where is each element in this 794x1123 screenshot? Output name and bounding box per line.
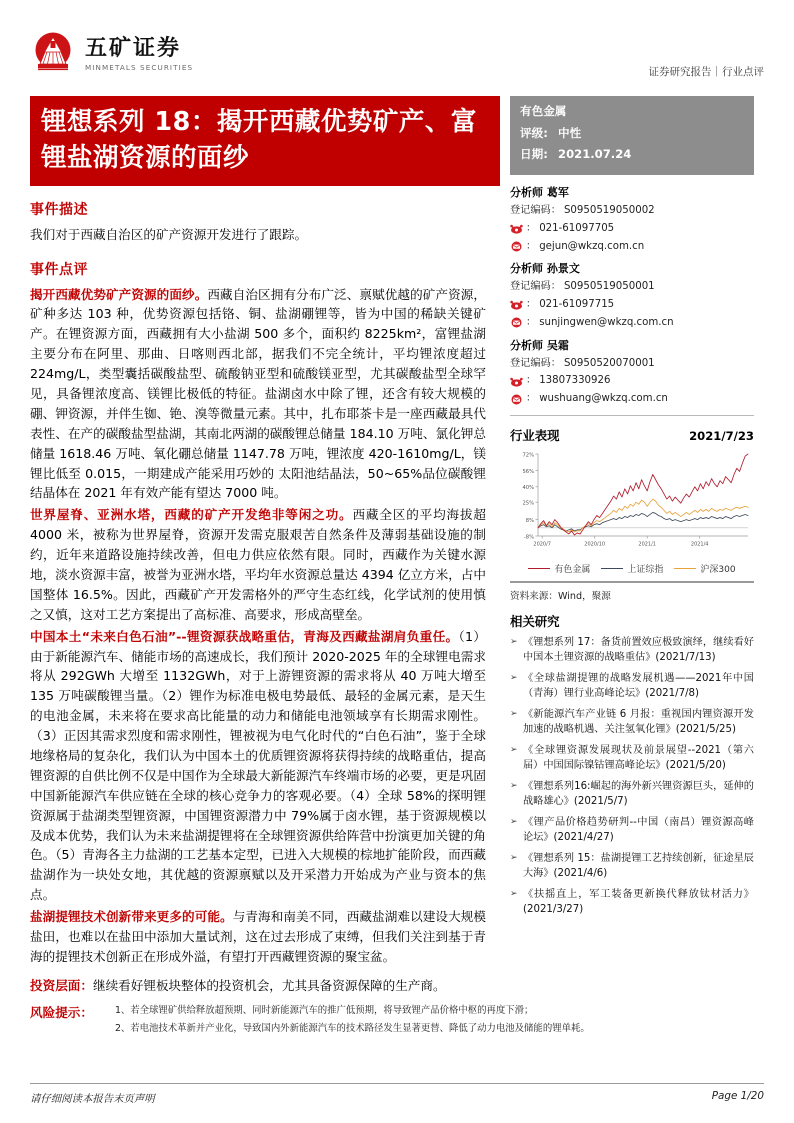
related-research-item[interactable]	[510, 743, 754, 774]
paragraph-2	[30, 505, 486, 624]
analyst-entry	[510, 337, 754, 406]
legend-item	[528, 562, 590, 575]
related-research-text: 《锂产品价格趋势研判--中国（南昌）锂资源高峰论坛》(2021/4/27)	[523, 816, 754, 844]
registration-label: 登记编码：	[510, 205, 561, 216]
risk-row	[30, 1002, 590, 1037]
chevron-right-icon: ➢	[510, 888, 518, 899]
svg-text:56%: 56%	[522, 468, 534, 475]
company-logo	[30, 30, 193, 76]
footer-disclaimer: 请仔细阅读本报告末页声明	[30, 1093, 155, 1105]
phone-separator: ：	[526, 375, 537, 387]
legend-item	[601, 562, 663, 575]
email-icon	[510, 241, 523, 252]
analyst-registration	[510, 204, 754, 218]
event-review-heading: 事件点评	[30, 261, 88, 278]
analyst-email-row	[510, 392, 754, 406]
telephone-icon	[510, 376, 523, 387]
analyst-phone: 13807330926	[539, 375, 611, 387]
phone-separator: ：	[526, 299, 537, 311]
meta-box	[510, 96, 754, 175]
legend-swatch	[601, 568, 623, 569]
analyst-email-row	[510, 316, 754, 330]
rating-value: 中性	[558, 126, 582, 140]
related-research-text: 《锂想系列 15：盐湖提锂工艺持续创新，征途星辰大海》(2021/4/6)	[523, 852, 754, 880]
related-research-item[interactable]	[510, 635, 754, 666]
industry-performance-header	[510, 426, 754, 444]
paragraph-4-text: 与青海和南美不同，西藏盐湖难以建设大规模盐田，也难以在盐田中添加大量试剂，这在过去形成了束缚，但我们关注到基于青海的提锂技术创新正在形成外溢，有望打开西藏锂资源的聚宝盆。	[30, 909, 487, 964]
svg-text:-8%: -8%	[523, 534, 534, 541]
investment-text: 继续看好锂板块整体的投资机会，尤其具备资源保障的生产商。	[92, 977, 446, 993]
related-research-text: 《扶摇直上，军工装备更新换代释放钛材活力》(2021/3/27)	[523, 888, 754, 916]
paragraph-3	[30, 627, 486, 905]
legend-item	[674, 562, 735, 575]
related-research-item[interactable]	[510, 887, 754, 918]
analyst-phone: 021-61097705	[539, 222, 615, 234]
analyst-name: 分析师 葛军	[510, 186, 569, 199]
rating-label: 评级:	[520, 126, 548, 140]
brand-name-en: MINMETALS SECURITIES	[85, 62, 194, 72]
svg-text:25%: 25%	[522, 500, 534, 507]
legend-label: 沪深300	[700, 564, 736, 575]
analyst-entry	[510, 184, 754, 253]
chevron-right-icon: ➢	[510, 852, 518, 863]
event-description-heading: 事件描述	[30, 202, 88, 219]
chevron-right-icon: ➢	[510, 744, 518, 755]
divider	[510, 581, 754, 583]
paragraph-2-lead: 世界屋脊、亚洲水塔，西藏的矿产开发绝非等闲之功。	[30, 507, 353, 523]
legend-swatch	[528, 568, 550, 569]
email-separator: ：	[526, 240, 537, 252]
analyst-registration	[510, 357, 754, 371]
rating-row	[520, 125, 744, 141]
analyst-phone-row	[510, 374, 754, 388]
analyst-phone-row	[510, 298, 754, 312]
svg-text:2020/10: 2020/10	[584, 541, 606, 548]
chart-source: 资料来源：Wind，聚源	[510, 590, 611, 602]
footer-page-number: Page 1/20	[711, 1090, 764, 1102]
related-research-text: 《锂想系列16:崛起的海外新兴锂资源巨头，延伸的战略雄心》(2021/5/7)	[523, 780, 754, 808]
minmetals-seal-icon	[30, 30, 76, 76]
legend-swatch	[674, 568, 696, 569]
date-value: 2021.07.24	[558, 147, 632, 161]
registration-code: S0950519050002	[563, 205, 655, 216]
legend-label: 有色金属	[554, 564, 591, 575]
paragraph-3-lead: 中国本土“未来白色石油”--锂资源获战略重估，青海及西藏盐湖肩负重任。	[30, 628, 459, 644]
chart-legend	[510, 562, 754, 575]
analyst-email: gejun@wkzq.com.cn	[539, 240, 645, 252]
risk-item-2: 2、若电池技术革新并产业化，导致国内外新能源汽车的技术路径发生显著更替、降低了动力电池及储能的锂单耗。	[114, 1022, 590, 1034]
investment-label: 投资层面：	[30, 977, 93, 993]
analyst-phone: 021-61097715	[539, 299, 615, 311]
registration-label: 登记编码：	[510, 281, 561, 293]
telephone-icon	[510, 223, 523, 234]
related-research-text: 《全球盐湖提锂的战略发展机遇——2021年中国（青海）锂行业高峰论坛》(2021/7/8)	[523, 672, 754, 700]
industry-performance-date: 2021/7/23	[689, 428, 754, 443]
analyst-email-row	[510, 240, 754, 254]
paragraph-1-lead: 揭开西藏优势矿产资源的面纱。	[30, 286, 208, 302]
related-research-item[interactable]	[510, 851, 754, 882]
report-kind-label: 证券研究报告｜行业点评	[648, 66, 764, 78]
date-label: 日期:	[520, 147, 548, 161]
page-header	[30, 30, 764, 92]
page-footer	[30, 1083, 764, 1105]
registration-code: S0950519050001	[563, 281, 655, 293]
paragraph-4	[30, 907, 486, 967]
risk-label: 风险提示：	[30, 1005, 93, 1021]
chevron-right-icon: ➢	[510, 816, 518, 827]
industry-performance-title: 行业表现	[510, 427, 560, 443]
svg-text:72%: 72%	[522, 452, 534, 459]
analyst-entry	[510, 260, 754, 329]
sidebar-column	[500, 96, 754, 1037]
email-separator: ：	[526, 316, 537, 328]
svg-text:2020/7: 2020/7	[533, 541, 551, 548]
paragraph-1-text: 西藏自治区拥有分布广泛、禀赋优越的矿产资源，矿种多达 103 种，优势资源包括铬、铜、盐湖硼锂等，皆为中国的稀缺关键矿产。在锂资源方面，西藏拥有大小盐湖 500 多个，面积约 8225km²，富锂盐湖主要分布在阿里、那曲、日喀则西北部，据我们不完全统计，平均锂浓度超过 224mg/L，类型囊括碳酸盐型、硫酸钠亚型和硫酸镁亚型，尤其碳酸盐型全球罕见，具备锂浓度高、镁锂比极低的特征。盐湖卤水中除了锂，还含有较大规模的硼、钾资源，并伴生铷、铯、溴等微量元素。其中，扎布耶茶卡是一座西藏最具代表性、在产的碳酸盐型盐湖，其南北两湖的碳酸锂总储量 184.10 万吨、氯化钾总储量 1618.46 万吨、氧化硼总储量 1147.78 万吨，锂浓度 420-1610mg/L，镁锂比低至 0.015，一期建成产能采用巧妙的 太阳池结晶法，50~65%品位碳酸锂结晶体在 2021 年有效产能有望达 7000 吨。	[30, 286, 487, 501]
svg-text:2021/1: 2021/1	[638, 541, 656, 548]
related-research-text: 《全球锂资源发展现状及前景展望--2021（第六届）中国国际镍钴锂高峰论坛》(2021/5/20)	[523, 744, 754, 772]
risk-item-1: 1、若全球锂矿供给释放超预期、同时新能源汽车的推广低预期，将导致锂产品价格中枢的再度下滑；	[114, 1005, 534, 1017]
analyst-name: 分析师 吴霜	[510, 338, 569, 352]
analyst-phone-row	[510, 222, 754, 236]
chevron-right-icon: ➢	[510, 636, 518, 647]
analyst-registration	[510, 280, 754, 294]
chevron-right-icon: ➢	[510, 708, 518, 719]
paragraph-4-lead: 盐湖提锂技术创新带来更多的可能。	[30, 909, 233, 925]
related-research-heading: 相关研究	[510, 613, 560, 629]
related-research-text: 《锂想系列 17：备货前置效应极致演绎，继续看好中国本土锂资源的战略重估》(2021/7/13)	[523, 636, 754, 664]
related-research-item[interactable]	[510, 779, 754, 810]
telephone-icon	[510, 299, 523, 310]
chevron-right-icon: ➢	[510, 780, 518, 791]
analyst-email: wushuang@wkzq.com.cn	[539, 393, 668, 405]
paragraph-1	[30, 285, 486, 504]
email-icon	[510, 394, 523, 405]
related-research-item[interactable]	[510, 815, 754, 846]
email-icon	[510, 317, 523, 328]
footer-divider	[30, 1083, 764, 1084]
related-research-text: 《新能源汽车产业链 6 月报：重视国内锂资源开发加速的战略机遇、关注氢氧化锂》(2021/5/25)	[523, 708, 754, 736]
investment-row	[30, 976, 486, 996]
analyst-name: 分析师 孙景文	[510, 262, 580, 276]
event-description-text: 我们对于西藏自治区的矿产资源开发进行了跟踪。	[30, 227, 308, 243]
registration-label: 登记编码：	[510, 357, 561, 369]
industry-performance-chart	[510, 448, 754, 560]
paragraph-2-text: 西藏全区的平均海拔超 4000 米，被称为世界屋脊，资源开发需克服艰苦自然条件及薄弱基础设施的制约，近年来道路设施持续改善，但电力供应依然有限。同时，西藏作为关键水源地，淡水资源丰富，被誉为亚洲水塔，平均年水资源总量达 4394 亿立方米，占中国整体 16.5%。因此，西藏矿产开发需格外的严守生态红线，化学试剂的使用慎之又慎，这对工艺方案提出了高标准、高要求，形成高壁垒。	[30, 507, 487, 622]
svg-text:40%: 40%	[522, 485, 534, 492]
svg-text:8%: 8%	[525, 517, 534, 524]
related-research-item[interactable]	[510, 671, 754, 702]
svg-text:2021/4: 2021/4	[690, 541, 709, 548]
phone-separator: ：	[526, 222, 537, 234]
analyst-email: sunjingwen@wkzq.com.cn	[539, 316, 674, 328]
email-separator: ：	[526, 393, 537, 405]
paragraph-3-text: （1）由于新能源汽车、储能市场的高速成长，我们预计 2020-2025 年的全球锂电需求将从 292GWh 大增至 1132GWh，对于上游锂资源的需求将从 40 万吨大增至 135 万吨碳酸锂当量。（2）锂作为标准电极电势最低、最轻的金属元素，是天生的电池金属，未来将在要求高比能量的动力和储能电池领域享有长期需求刚性。（3）正因其需求烈度和需求刚性，锂被视为电气化时代的“白色石油”，鉴于全球地缘格局的复杂化，我们认为中国本土的优质锂资源将获得持续的战略重估，提高锂资源的自供比例不仅是中国作为全球最大新能源汽车终端市场的必要，更是巩固中国新能源汽车供应链在全球的核心竞争力的客观必要。（4）全球 58%的探明锂资源属于盐湖类型锂资源，中国锂资源潜力中 79%属于卤水锂，基于资源规模以及成本优势，我们认为未来盐湖提锂将在全球锂资源供给阵营中扮演更加关键的角色。（5）青海各主力盐湖的工艺基本定型，已进入大规模的棕地扩能阶段，而西藏盐湖作为一块处女地，其优越的资源禀赋以及开采潜力开始成为产业与资本的焦点。	[30, 628, 486, 903]
legend-label: 上证综指	[627, 564, 664, 575]
industry-name: 有色金属	[520, 104, 567, 118]
related-research-item[interactable]	[510, 707, 754, 738]
divider	[510, 415, 754, 416]
date-row	[520, 146, 744, 162]
registration-code: S0950520070001	[563, 357, 655, 369]
analyst-list	[510, 184, 754, 406]
page-title: 锂想系列 18：揭开西藏优势矿产、富锂盐湖资源的面纱	[30, 96, 500, 186]
brand-name-cn: 五矿证券	[85, 35, 182, 61]
chevron-right-icon: ➢	[510, 672, 518, 683]
